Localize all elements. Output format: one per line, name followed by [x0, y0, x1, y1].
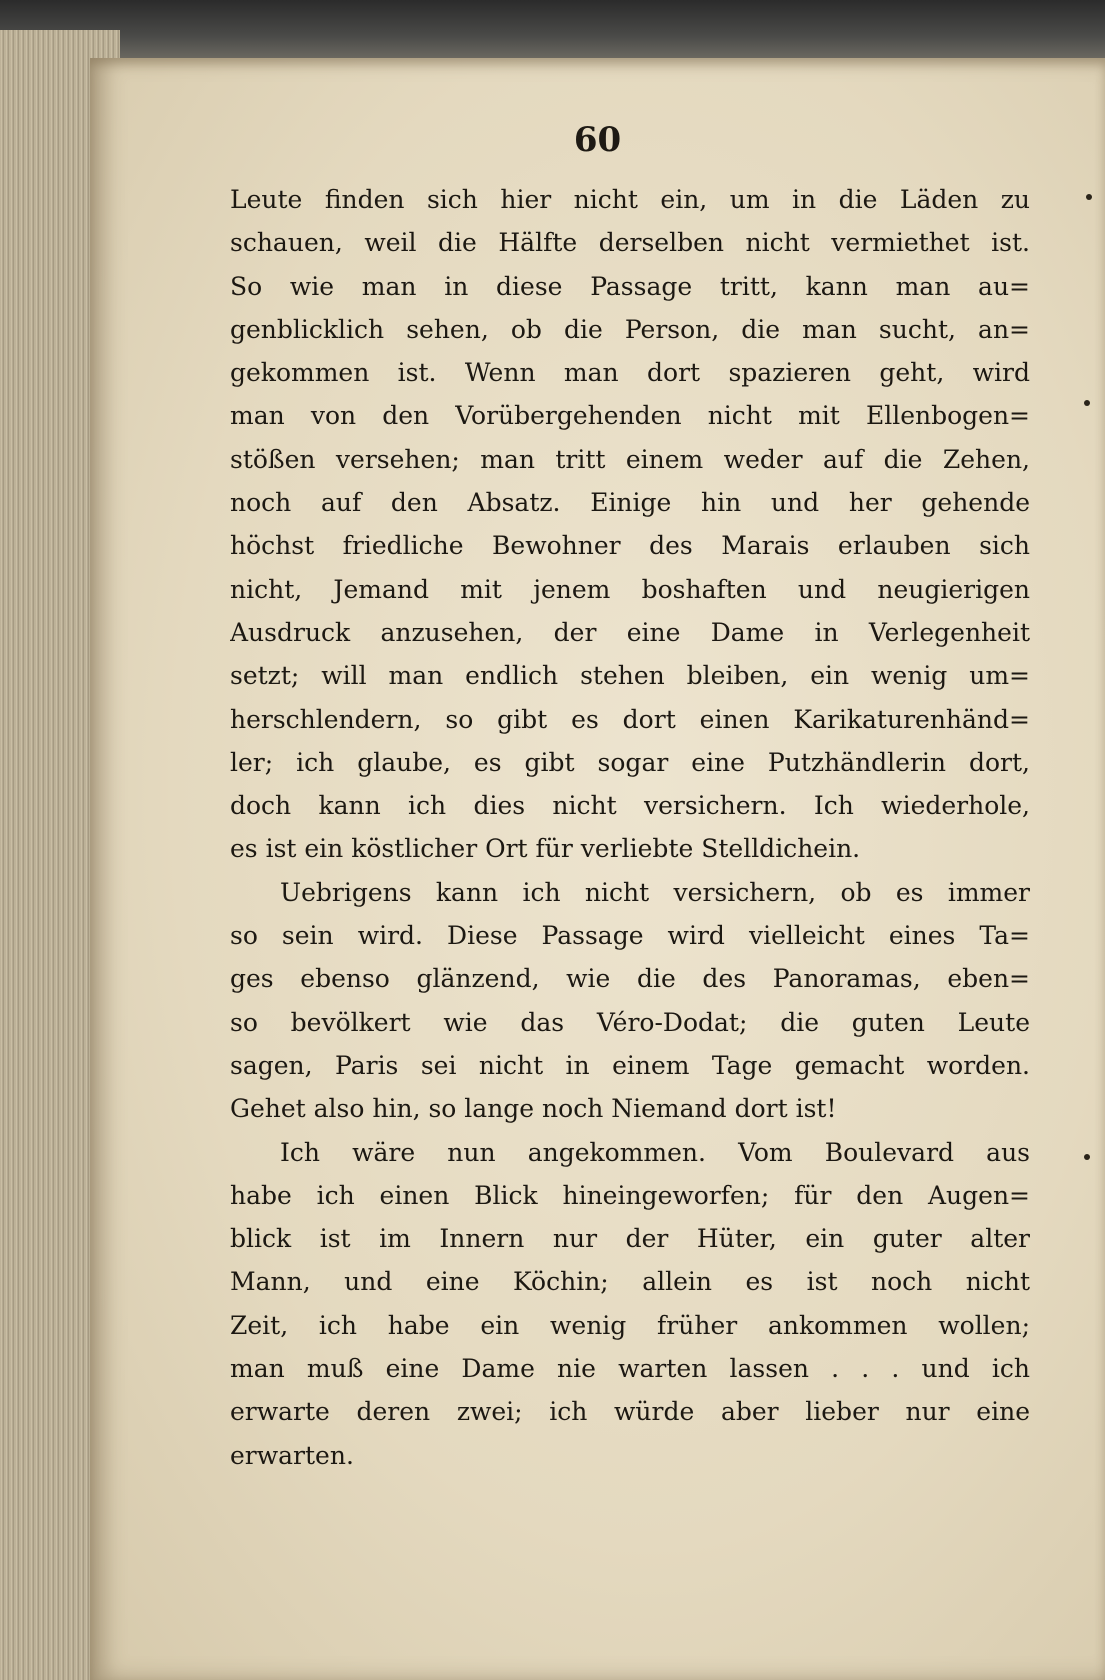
text-line: Ich wäre nun angekommen. Vom Boulevard aus [280, 1137, 1030, 1167]
text-line: ges ebenso glänzend, wie die des Panoramas, eben= [230, 964, 1030, 994]
margin-mark [1086, 194, 1092, 200]
text-line: man von den Vorübergehenden nicht mit Ellenbogen= [230, 401, 1030, 431]
text-line: stößen versehen; man tritt einem weder auf die Zehen, [230, 444, 1030, 474]
text-line: genblicklich sehen, ob die Person, die man sucht, an= [230, 314, 1030, 344]
text-line: herschlendern, so gibt es dort einen Karikaturenhänd= [230, 704, 1030, 734]
book-cover-edge [0, 0, 1105, 60]
text-line: doch kann ich dies nicht versichern. Ich wiederhole, [230, 791, 1030, 821]
body-text [230, 178, 1030, 1477]
text-line: gekommen ist. Wenn man dort spazieren geht, wird [230, 358, 1030, 388]
text-line: Zeit, ich habe ein wenig früher ankommen wollen; [230, 1310, 1030, 1340]
book-page [90, 58, 1105, 1680]
text-line: noch auf den Absatz. Einige hin und her gehende [230, 488, 1030, 518]
margin-mark [1084, 400, 1090, 406]
text-line: Ausdruck anzusehen, der eine Dame in Verlegenheit [230, 617, 1030, 647]
text-line: es ist ein köstlicher Ort für verliebte Stelldichein. [230, 834, 861, 864]
text-line: erwarten. [230, 1440, 354, 1470]
text-line: so bevölkert wie das Véro-Dodat; die guten Leute [230, 1007, 1030, 1037]
text-line: so sein wird. Diese Passage wird vielleicht eines Ta= [230, 921, 1030, 951]
text-line: nicht, Jemand mit jenem boshaften und neugierigen [230, 574, 1030, 604]
text-line: So wie man in diese Passage tritt, kann man au= [230, 271, 1030, 301]
text-line: Leute finden sich hier nicht ein, um in die Läden zu [230, 185, 1030, 214]
page-number: 60 [573, 120, 622, 160]
text-line: höchst friedliche Bewohner des Marais erlauben sich [230, 531, 1030, 561]
text-line: ler; ich glaube, es gibt sogar eine Putzhändlerin dort, [230, 747, 1030, 777]
text-line: schauen, weil die Hälfte derselben nicht vermiethet ist. [230, 228, 1030, 258]
margin-mark [1084, 1154, 1090, 1160]
text-line: habe ich einen Blick hineingeworfen; für den Augen= [230, 1180, 1030, 1210]
text-line: Mann, und eine Köchin; allein es ist noch nicht [230, 1267, 1030, 1297]
text-line: erwarte deren zwei; ich würde aber lieber nur eine [230, 1397, 1030, 1427]
text-line: blick ist im Innern nur der Hüter, ein guter alter [230, 1224, 1030, 1254]
text-line: sagen, Paris sei nicht in einem Tage gemacht worden. [230, 1050, 1030, 1080]
text-line: Uebrigens kann ich nicht versichern, ob es immer [280, 877, 1030, 907]
text-line: Gehet also hin, so lange noch Niemand dort ist! [230, 1094, 837, 1124]
text-line: man muß eine Dame nie warten lassen . . . und ich [230, 1354, 1030, 1384]
text-line: setzt; will man endlich stehen bleiben, ein wenig um= [230, 661, 1030, 691]
